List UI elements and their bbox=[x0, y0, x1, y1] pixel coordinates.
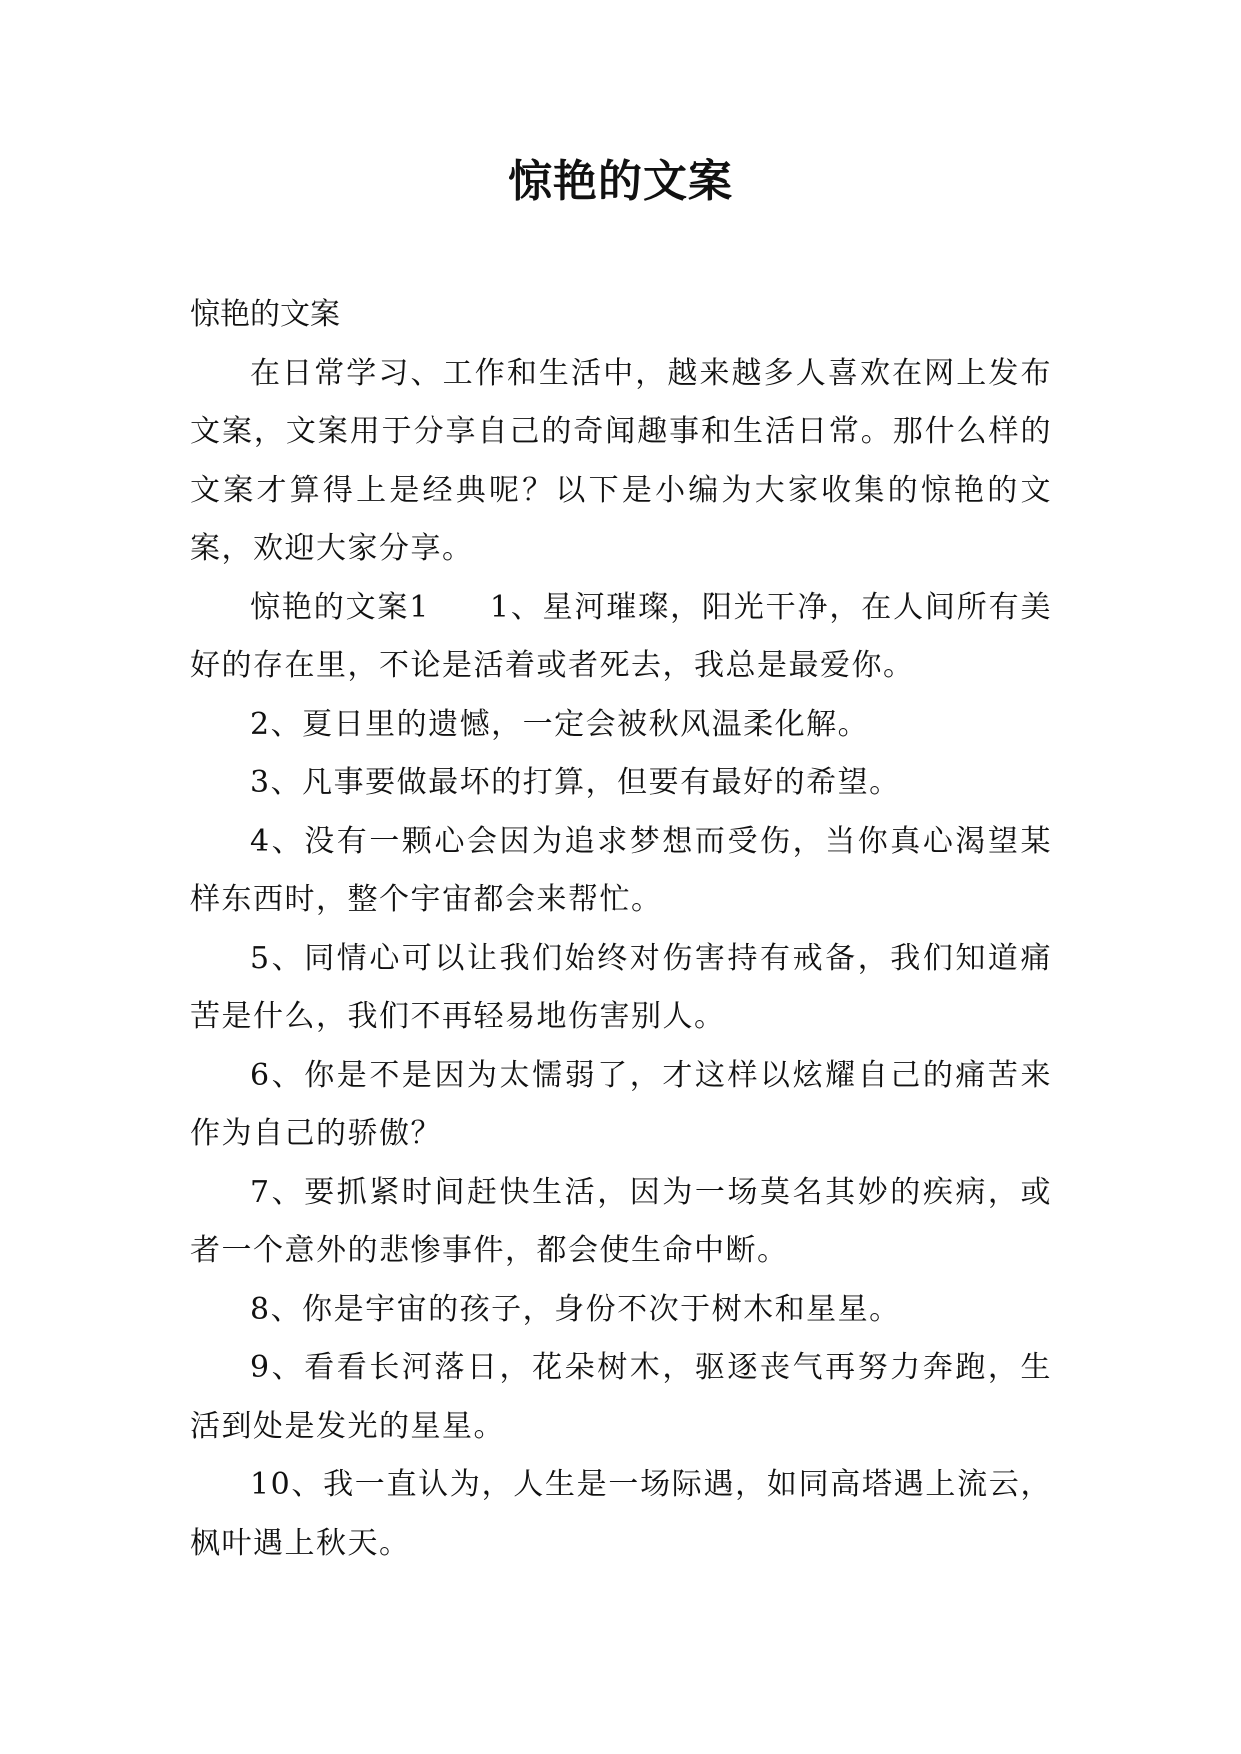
list-item: 9、看看长河落日，花朵树木，驱逐丧气再努力奔跑，生活到处是发光的星星。 bbox=[190, 1350, 1052, 1444]
list-item: 5、同情心可以让我们始终对伤害持有戒备，我们知道痛苦是什么，我们不再轻易地伤害别人。 bbox=[190, 940, 1052, 1034]
document-title: 惊艳的文案 bbox=[508, 156, 733, 207]
list-item: 7、要抓紧时间赶快生活，因为一场莫名其妙的疾病，或者一个意外的悲惨事件，都会使生命中断。 bbox=[190, 1174, 1052, 1268]
document-body bbox=[190, 286, 1052, 1573]
intro-paragraph: 在日常学习、工作和生活中，越来越多人喜欢在网上发布文案，文案用于分享自己的奇闻趣事和生活日常。那什么样的文案才算得上是经典呢？以下是小编为大家收集的惊艳的文案，欢迎大家分享。 bbox=[190, 355, 1052, 566]
list-item: 8、你是宇宙的孩子，身份不次于树木和星星。 bbox=[250, 1291, 901, 1327]
document-subtitle: 惊艳的文案 bbox=[190, 297, 340, 332]
list-item: 1、星河璀璨，阳光干净，在人间所有美好的存在里，不论是活着或者死去，我总是最爱你。 bbox=[190, 589, 1052, 683]
list-item: 3、凡事要做最坏的打算，但要有最好的希望。 bbox=[250, 765, 901, 800]
list-item: 6、你是不是因为太懦弱了，才这样以炫耀自己的痛苦来作为自己的骄傲？ bbox=[190, 1057, 1052, 1151]
list-item: 4、没有一颗心会因为追求梦想而受伤，当你真心渴望某样东西时，整个宇宙都会来帮忙。 bbox=[190, 823, 1052, 917]
list-item: 10、我一直认为，人生是一场际遇，如同高塔遇上流云，枫叶遇上秋天。 bbox=[190, 1467, 1052, 1561]
section-paragraph-1 bbox=[190, 579, 1052, 696]
section-heading: 惊艳的文案1 bbox=[250, 589, 430, 625]
list-item: 2、夏日里的遗憾，一定会被秋风温柔化解。 bbox=[250, 706, 870, 742]
